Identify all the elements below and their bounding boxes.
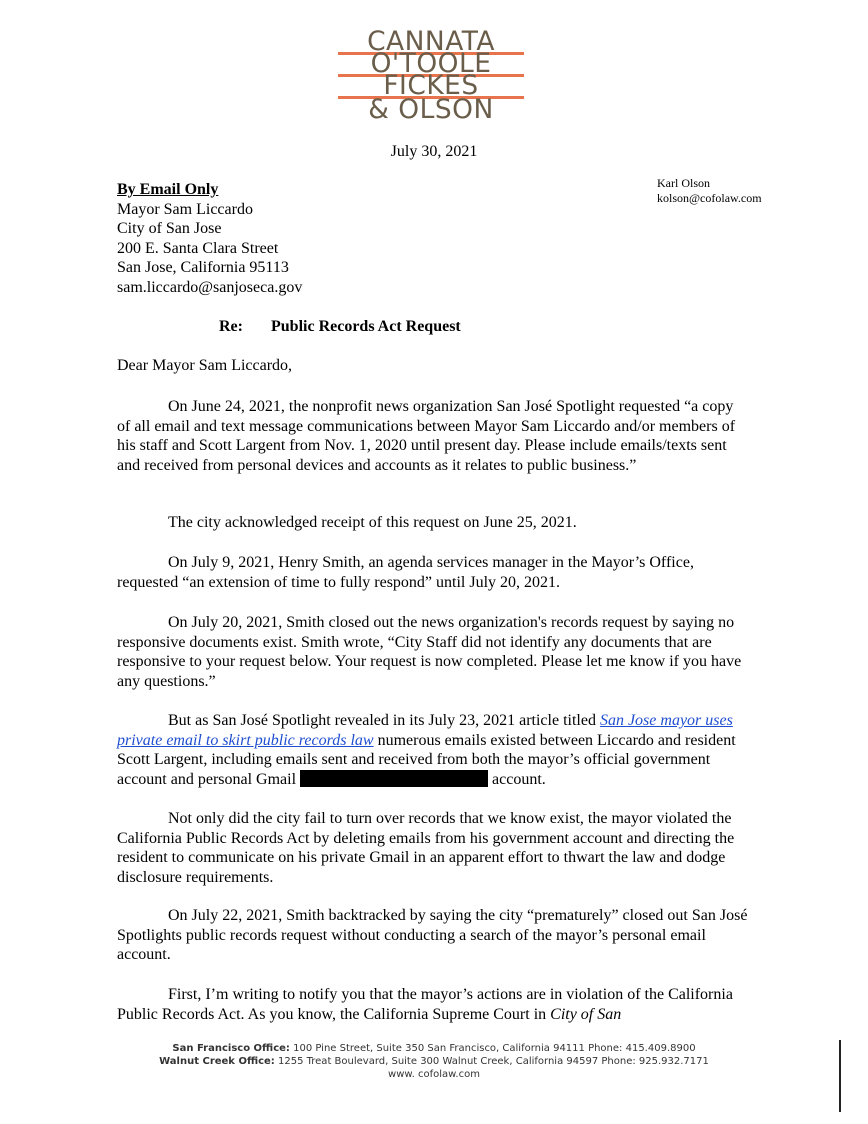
sender-name: Karl Olson xyxy=(657,176,710,190)
subject-line xyxy=(219,318,461,336)
page-edge-mark xyxy=(839,1040,841,1112)
logo-word: CANNATA xyxy=(367,26,495,57)
body-paragraph: On July 22, 2021, Smith backtracked by saying the city “prematurely” closed out San José Spotlights public records request without conducting a search of the mayor’s personal email account. xyxy=(117,907,748,963)
letter-footer xyxy=(0,1042,868,1081)
letter-date: July 30, 2021 xyxy=(390,143,478,160)
footer-sf-office xyxy=(0,1042,868,1055)
article-link[interactable]: San Jose mayor uses private email to skirt public records law xyxy=(117,712,733,749)
recipient-street: 200 E. Santa Clara Street xyxy=(117,239,279,257)
body-paragraph: Not only did the city fail to turn over records that we know exist, the mayor violated the California Public Records Act by deleting emails from his government account and directing the resident to communicate on his private Gmail in an apparent effort to thwart the law and dodge disclosure requirements. xyxy=(117,810,735,886)
firm-logo xyxy=(338,24,524,130)
footer-text: 1255 Treat Boulevard, Suite 300 Walnut Creek, California 94597 Phone: 925.932.7171 xyxy=(278,1056,709,1067)
body-paragraph: The city acknowledged receipt of this request on June 25, 2021. xyxy=(168,514,577,531)
recipient-name: Mayor Sam Liccardo xyxy=(117,200,253,218)
subject-label: Re: xyxy=(219,318,243,335)
footer-wc-office xyxy=(0,1055,868,1068)
paragraph-text: But as San José Spotlight revealed in its July 23, 2021 article titled xyxy=(168,712,596,729)
footer-label: San Francisco Office: xyxy=(172,1043,290,1054)
paragraph-text: numerous emails existed between Liccardo and resident Scott Largent, including emails sent and received from both the mayor’s official government account and personal Gmail xyxy=(117,731,736,788)
logo-word: & OLSON xyxy=(368,94,494,125)
body-paragraph xyxy=(117,985,749,1024)
paragraph-text: First, I’m writing to notify you that the mayor’s actions are in violation of the California Public Records Act. As you know, the California Supreme Court in xyxy=(117,986,733,1023)
subject-text: Public Records Act Request xyxy=(271,318,461,335)
body-paragraph: On June 24, 2021, the nonprofit news organization San José Spotlight requested “a copy of all email and text message communications between Mayor Sam Liccardo and/or members of his staff and Scott Largent from Nov. 1, 2020 until present day. Please include emails/texts sent and received from personal devices and accounts as it relates to public business.” xyxy=(117,398,736,474)
logo-word: FICKES xyxy=(383,70,479,101)
body-paragraph: On July 20, 2021, Smith closed out the news organization's records request by saying no responsive documents exist. Smith wrote, “City Staff did not identify any documents that are responsive to your request below. Your request is now completed. Please let me know if you have any questions.” xyxy=(117,614,742,690)
redaction-box xyxy=(300,770,488,787)
recipient-city: San Jose, California 95113 xyxy=(117,259,289,276)
sender-block xyxy=(657,176,762,206)
footer-text: 100 Pine Street, Suite 350 San Francisco, California 94111 Phone: 415.409.8900 xyxy=(293,1043,696,1054)
delivery-method: By Email Only xyxy=(117,181,219,198)
case-name: City of San xyxy=(550,1005,622,1023)
logo-word: O'TOOLE xyxy=(370,48,492,79)
recipient-block xyxy=(117,180,302,297)
footer-website[interactable]: www. cofolaw.com xyxy=(388,1069,480,1080)
body-paragraph: On July 9, 2021, Henry Smith, an agenda services manager in the Mayor’s Office, requested “an extension of time to fully respond” until July 20, 2021. xyxy=(117,554,694,591)
sender-email: kolson@cofolaw.com xyxy=(657,191,762,205)
body-paragraph xyxy=(117,711,749,789)
footer-label: Walnut Creek Office: xyxy=(159,1056,275,1067)
salutation: Dear Mayor Sam Liccardo, xyxy=(117,357,293,374)
paragraph-text: account. xyxy=(492,770,546,788)
recipient-email: sam.liccardo@sanjoseca.gov xyxy=(117,278,303,296)
recipient-org: City of San Jose xyxy=(117,220,222,237)
